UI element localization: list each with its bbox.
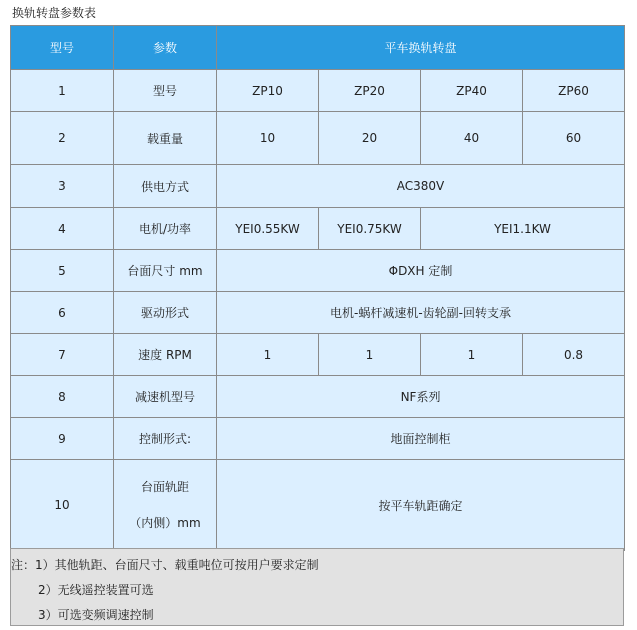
table-row [11,208,625,250]
row-label: 驱动形式 [114,292,217,334]
row-number: 10 [11,460,114,551]
row-value: 40 [421,112,523,165]
row-number: 8 [11,376,114,418]
row-value: ΦDXH 定制 [217,250,625,292]
header-model: 型号 [11,26,114,70]
row-value: 地面控制柜 [217,418,625,460]
row-value: NF系列 [217,376,625,418]
row-number: 6 [11,292,114,334]
table-row [11,250,625,292]
spec-table [10,25,625,551]
note-line: 3）可选变频调速控制 [38,608,154,622]
row-label: 速度 RPM [114,334,217,376]
row-number: 4 [11,208,114,250]
row-label-line: 台面轨距 [140,480,189,494]
row-value: 60 [523,112,625,165]
row-label: 控制形式: [114,418,217,460]
row-value: ZP40 [421,70,523,112]
row-number: 3 [11,165,114,208]
table-row [11,376,625,418]
header-param: 参数 [114,26,217,70]
row-label: 减速机型号 [114,376,217,418]
table-row [11,418,625,460]
table-row [11,334,625,376]
row-value: ZP60 [523,70,625,112]
row-value: 20 [319,112,421,165]
header-product: 平车换轨转盘 [217,26,625,70]
row-number: 2 [11,112,114,165]
document-title: 换轨转盘参数表 [12,6,97,20]
note-line: 注：1）其他轨距、台面尺寸、载重吨位可按用户要求定制 [11,558,319,572]
row-label [114,460,217,551]
row-value: 0.8 [523,334,625,376]
table-row [11,165,625,208]
row-label: 电机/功率 [114,208,217,250]
row-number: 7 [11,334,114,376]
row-value: ZP20 [319,70,421,112]
row-number: 5 [11,250,114,292]
row-label: 型号 [114,70,217,112]
row-value: YEI0.75KW [319,208,421,250]
row-value: AC380V [217,165,625,208]
row-value: 10 [217,112,319,165]
table-row [11,70,625,112]
row-label: 台面尺寸 mm [114,250,217,292]
row-number: 1 [11,70,114,112]
row-label: 供电方式 [114,165,217,208]
table-row [11,460,625,551]
row-value: 1 [217,334,319,376]
row-value: 按平车轨距确定 [217,460,625,551]
notes-box [10,548,624,626]
row-value: ZP10 [217,70,319,112]
row-number: 9 [11,418,114,460]
row-value: 1 [319,334,421,376]
row-value: YEI1.1KW [421,208,625,250]
row-value: YEI0.55KW [217,208,319,250]
table-row [11,112,625,165]
row-value: 1 [421,334,523,376]
row-value: 电机-蜗杆减速机-齿轮副-回转支承 [217,292,625,334]
note-line: 2）无线遥控装置可选 [38,583,154,597]
header-row [11,26,625,70]
row-label-line: （内侧）mm [129,516,201,530]
table-row [11,292,625,334]
row-label: 载重量 [114,112,217,165]
